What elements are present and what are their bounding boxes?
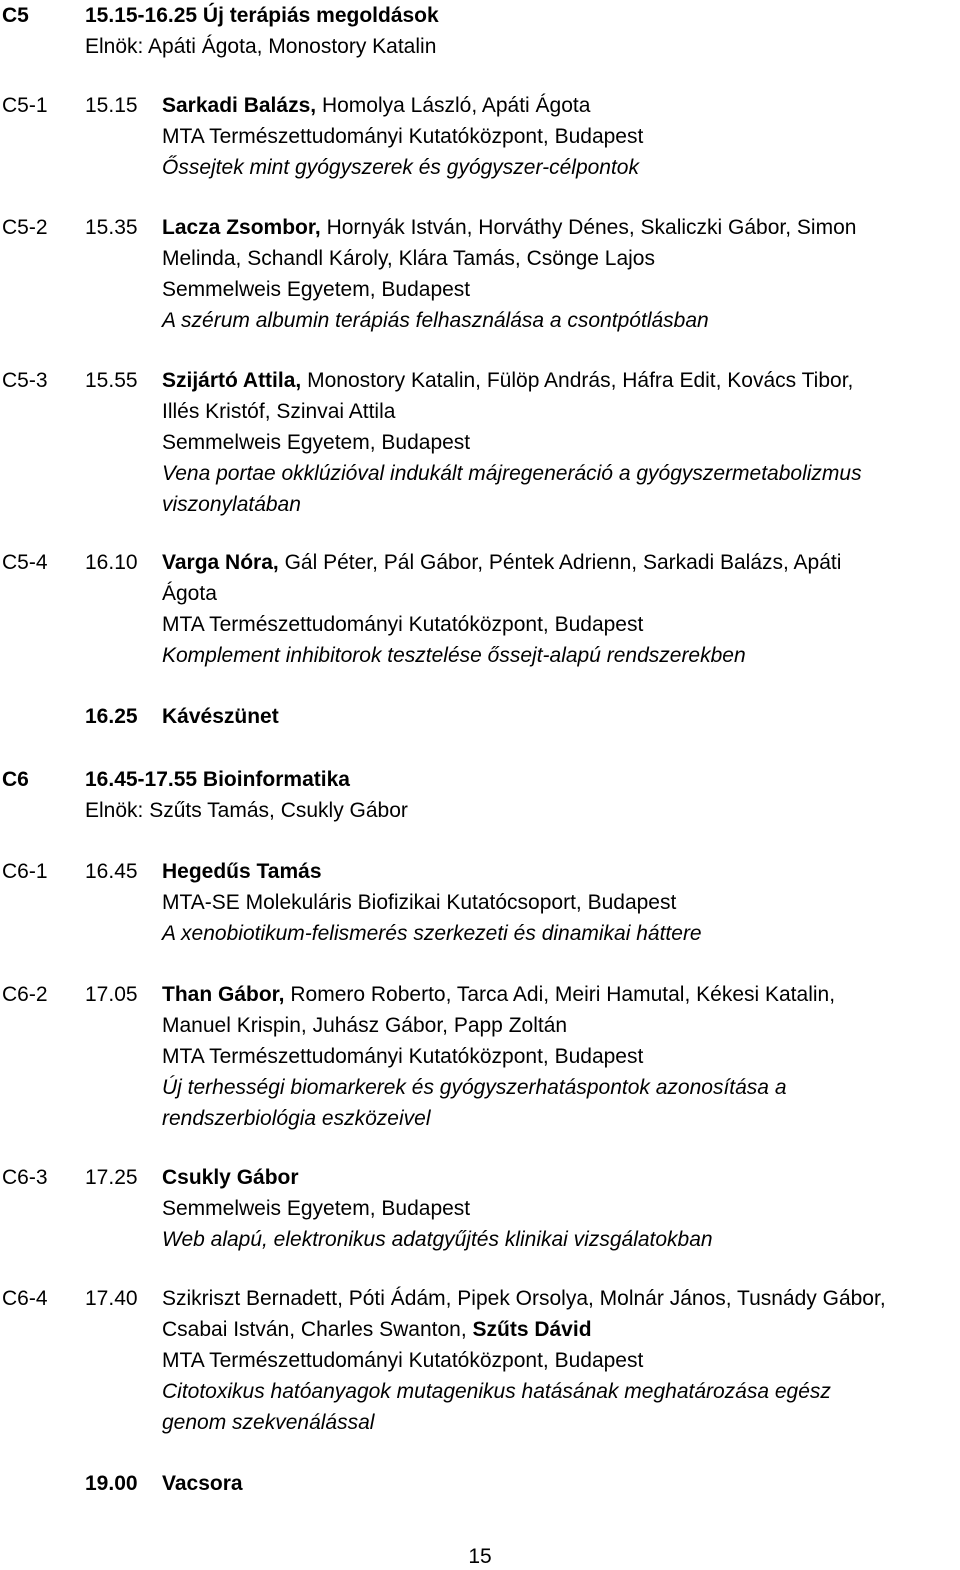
talk-time: 16.45	[85, 860, 138, 883]
talk-title: Citotoxikus hatóanyagok mutagenikus hatásának meghatározása egész	[162, 1380, 831, 1403]
talk-code: C5-4	[2, 551, 48, 574]
presenter-name: Lacza Zsombor,	[162, 216, 321, 239]
talk-code: C6-2	[2, 983, 48, 1006]
talk-title: Komplement inhibitorok tesztelése őssejt-alapú rendszerekben	[162, 644, 746, 667]
talk-title: A xenobiotikum-felismerés szerkezeti és dinamikai háttere	[162, 922, 702, 945]
talk-time: 17.25	[85, 1166, 138, 1189]
talk-code: C5-2	[2, 216, 48, 239]
coauthors: Szikriszt Bernadett, Póti Ádám, Pipek Orsolya, Molnár János, Tusnády Gábor,	[162, 1287, 886, 1310]
talk-time: 17.05	[85, 983, 138, 1006]
talk-title: Őssejtek mint gyógyszerek és gyógyszer-célpontok	[162, 156, 639, 179]
presenter-name: Varga Nóra,	[162, 551, 279, 574]
coauthors-continued: Csabai István, Charles Swanton,	[162, 1318, 467, 1341]
session-title: 16.45-17.55 Bioinformatika	[85, 768, 350, 791]
institution: Semmelweis Egyetem, Budapest	[162, 1197, 471, 1220]
talk-title: Vena portae okklúzióval indukált májregeneráció a gyógyszermetabolizmus	[162, 462, 862, 485]
session-code: C5	[2, 4, 29, 27]
talk-code: C6-4	[2, 1287, 48, 1310]
presenter-name: Hegedűs Tamás	[162, 860, 322, 883]
presenter-name: Szűts Dávid	[472, 1318, 592, 1341]
institution: MTA Természettudományi Kutatóközpont, Budapest	[162, 125, 644, 148]
talk-code: C6-3	[2, 1166, 48, 1189]
coauthors-continued: Manuel Krispin, Juhász Gábor, Papp Zoltán	[162, 1014, 568, 1037]
talk-time: 15.15	[85, 94, 138, 117]
talk-time: 15.55	[85, 369, 138, 392]
break-time: 19.00	[85, 1472, 138, 1495]
talk-title-continued: genom szekvenálással	[162, 1411, 375, 1434]
coauthors: Romero Roberto, Tarca Adi, Meiri Hamutal, Kékesi Katalin,	[290, 983, 836, 1006]
coauthors-continued: Illés Kristóf, Szinvai Attila	[162, 400, 396, 423]
talk-code: C6-1	[2, 860, 48, 883]
presenter-name: Sarkadi Balázs,	[162, 94, 317, 117]
talk-title-continued: rendszerbiológia eszközeivel	[162, 1107, 431, 1130]
talk-code: C5-1	[2, 94, 48, 117]
coauthors: Gál Péter, Pál Gábor, Péntek Adrienn, Sarkadi Balázs, Apáti	[284, 551, 842, 574]
institution: MTA Természettudományi Kutatóközpont, Budapest	[162, 613, 644, 636]
session-code: C6	[2, 768, 29, 791]
institution: Semmelweis Egyetem, Budapest	[162, 278, 471, 301]
coauthors: Monostory Katalin, Fülöp András, Háfra Edit, Kovács Tibor,	[307, 369, 854, 392]
institution: MTA Természettudományi Kutatóközpont, Budapest	[162, 1045, 644, 1068]
break-label: Vacsora	[162, 1472, 243, 1495]
talk-time: 15.35	[85, 216, 138, 239]
presenter-name: Szijártó Attila,	[162, 369, 302, 392]
institution: MTA Természettudományi Kutatóközpont, Budapest	[162, 1349, 644, 1372]
presenter-name: Than Gábor,	[162, 983, 285, 1006]
coauthors-continued: Ágota	[162, 582, 217, 605]
talk-code: C5-3	[2, 369, 48, 392]
presenter-name: Csukly Gábor	[162, 1166, 299, 1189]
session-title: 15.15-16.25 Új terápiás megoldások	[85, 4, 439, 27]
session-chairs: Elnök: Apáti Ágota, Monostory Katalin	[85, 35, 437, 58]
institution: Semmelweis Egyetem, Budapest	[162, 431, 471, 454]
break-label: Kávészünet	[162, 705, 279, 728]
talk-title: A szérum albumin terápiás felhasználása a csontpótlásban	[162, 309, 709, 332]
page-number: 15	[468, 1545, 492, 1568]
coauthors: Hornyák István, Horváthy Dénes, Skaliczki Gábor, Simon	[326, 216, 857, 239]
talk-title: Web alapú, elektronikus adatgyűjtés klinikai vizsgálatokban	[162, 1228, 713, 1251]
talk-title: Új terhességi biomarkerek és gyógyszerhatáspontok azonosítása a	[162, 1076, 787, 1099]
talk-time: 16.10	[85, 551, 138, 574]
break-time: 16.25	[85, 705, 138, 728]
coauthors-continued: Melinda, Schandl Károly, Klára Tamás, Csönge Lajos	[162, 247, 655, 270]
talk-time: 17.40	[85, 1287, 138, 1310]
coauthors: Homolya László, Apáti Ágota	[321, 94, 591, 117]
talk-title-continued: viszonylatában	[162, 493, 301, 516]
institution: MTA-SE Molekuláris Biofizikai Kutatócsoport, Budapest	[162, 891, 677, 914]
session-chairs: Elnök: Szűts Tamás, Csukly Gábor	[85, 799, 408, 822]
